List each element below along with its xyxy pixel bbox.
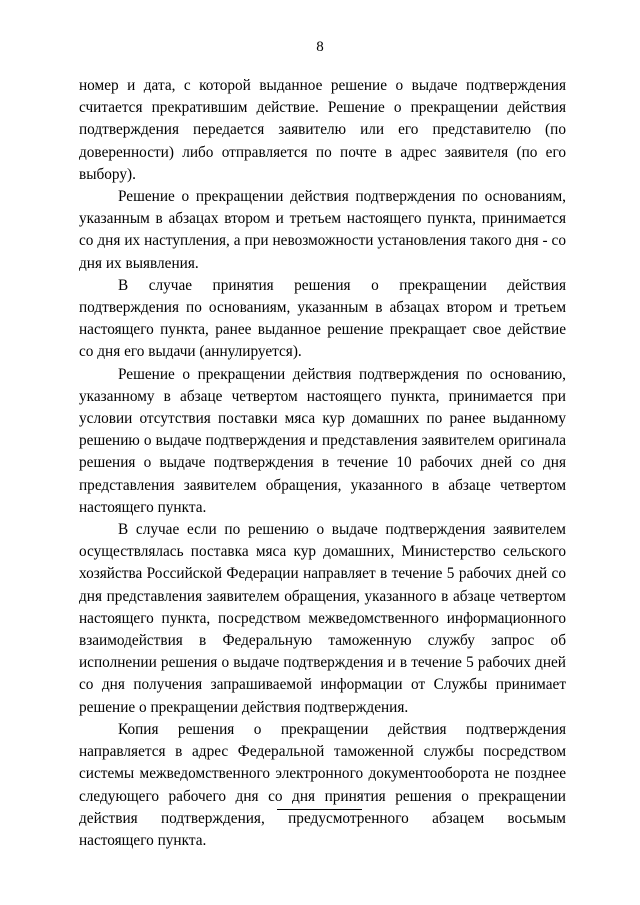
paragraph-continuation: номер и дата, с которой выданное решение о выдаче подтверждения считается прекратившим действие. Решение о прекращении действия подтверждения передается заявителю или его представителю (по доверенности) либо отправляется по почте в адрес заявителя (по его выбору).: [79, 77, 566, 183]
paragraph: Копия решения о прекращении действия подтверждения направляется в адрес Федеральной таможенной службы посредством системы межведомственного электронного документооборота не позднее следующего рабочего дня со дня принятия решения о прекращении действия подтверждения, предусмотренного абзацем восьмым настоящего пункта.: [79, 720, 566, 849]
paragraph: В случае если по решению о выдаче подтверждения заявителем осуществлялась поставка мяса кур домашних, Министерство сельского хозяйства Российской Федерации направляет в течение 5 рабочих дней со дня представления заявителем обращения, указанного в абзаце четвертом настоящего пункта, посредством межведомственного информационного взаимодействия в Федеральную таможенную службу запрос об исполнении решения о выдаче подтверждения и в течение 5 рабочих дней со дня получения запрашиваемой информации от Службы принимает решение о прекращении действия подтверждения.: [79, 521, 566, 716]
paragraph: В случае принятия решения о прекращении действия подтверждения по основаниям, указанным в абзацах втором и третьем настоящего пункта, ранее выданное решение прекращает свое действие со дня его выдачи (аннулируется).: [79, 276, 566, 361]
paragraph: Решение о прекращении действия подтверждения по основанию, указанному в абзаце четвертом настоящего пункта, принимается при условии отсутствия поставки мяса кур домашних по ранее выданному решению о выдаче подтверждения и представления заявителем оригинала решения о выдаче подтверждения в течение 10 рабочих дней со дня представления заявителем обращения, указанного в абзаце четвертом настоящего пункта.: [79, 365, 566, 516]
paragraph: Решение о прекращении действия подтверждения по основаниям, указанным в абзацах втором и третьем настоящего пункта, принимается со дня их наступления, а при невозможности установления такого дня - со дня их выявления.: [79, 188, 566, 272]
end-separator-line: [277, 809, 362, 810]
document-body: [79, 75, 566, 852]
page-number: 8: [316, 39, 324, 55]
